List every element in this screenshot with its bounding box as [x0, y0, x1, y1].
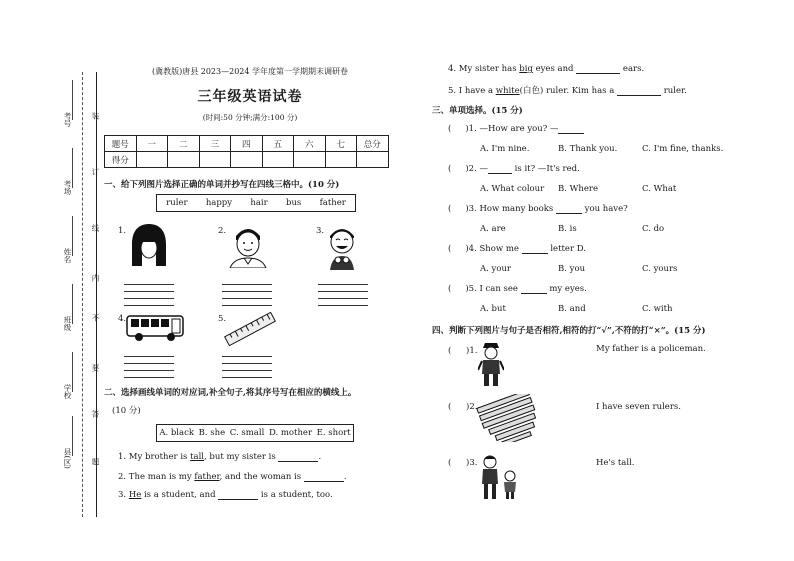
s3-question-4: ( )4. Show me letter D.	[448, 244, 586, 254]
answer-blank[interactable]	[218, 499, 258, 500]
cell: 得分	[105, 152, 137, 168]
score-input-cell[interactable]	[231, 152, 263, 168]
cut-word: 要	[91, 364, 100, 372]
option: B. she	[198, 428, 226, 438]
s2-question-1: 1. My brother is tall, but my sister is .	[118, 452, 322, 462]
answer-blank[interactable]	[556, 213, 582, 214]
cut-word: 线	[91, 224, 100, 232]
time-and-score: (时间:50 分钟;满分:100 分)	[202, 113, 298, 122]
writing-lines[interactable]	[124, 282, 174, 310]
s2-question-4: 4. My sister has big eyes and ears.	[448, 64, 645, 74]
item-number: 5.	[218, 314, 227, 324]
option-c: C. yours	[642, 264, 678, 274]
option-c: C. I'm fine, thanks.	[642, 144, 724, 154]
answer-blank[interactable]	[558, 133, 584, 134]
girl-hair-picture	[128, 222, 170, 268]
label-exam-number: 考号	[63, 112, 72, 127]
s3-question-1: ( )1. —How are you? —	[448, 124, 584, 134]
cut-word: 答	[91, 410, 100, 418]
section3-heading: 三、单项选择。(15 分)	[432, 106, 523, 116]
bus-picture	[126, 314, 184, 342]
happy-boy-picture	[324, 222, 360, 270]
exam-subtitle: (冀教版)唐县 2023—2024 学年度第一学期期末调研卷	[151, 67, 349, 76]
score-input-cell[interactable]	[199, 152, 231, 168]
option: A. black	[159, 428, 194, 438]
writing-lines[interactable]	[124, 354, 174, 382]
answer-blank[interactable]	[304, 481, 344, 482]
cell: 二	[168, 136, 200, 152]
s4-sentence-1: My father is a policeman.	[596, 344, 706, 354]
s4-paren-open[interactable]: (	[448, 402, 452, 412]
word-bank	[156, 194, 356, 212]
tall-short-people-picture	[478, 454, 520, 500]
label-exam-room: 考场	[63, 180, 72, 195]
binding-labels	[62, 72, 78, 517]
score-input-cell[interactable]	[262, 152, 294, 168]
cell: 题号	[105, 136, 137, 152]
label-school: 学校	[63, 384, 72, 399]
score-table	[104, 135, 389, 168]
binding-line	[96, 72, 97, 517]
s3-question-2: ( )2. — is it? —It's red.	[448, 164, 580, 174]
word: happy	[205, 198, 233, 208]
options-box	[156, 424, 354, 442]
cell: 七	[325, 136, 357, 152]
word: bus	[286, 198, 302, 208]
answer-blank[interactable]	[278, 461, 318, 462]
section1-heading: 一、给下列图片选择正确的单词并抄写在四线三格中。(10 分)	[104, 180, 340, 190]
item-number: 3.	[316, 226, 325, 236]
s3-question-5: ( )5. I can see my eyes.	[448, 284, 587, 294]
word: father	[319, 198, 346, 208]
cell: 总分	[357, 136, 389, 152]
s3-question-3: ( )3. How many books you have?	[448, 204, 628, 214]
rulers-picture	[476, 394, 542, 442]
score-input-cell[interactable]	[325, 152, 357, 168]
cell: 四	[231, 136, 263, 152]
s4-item-1: )1.	[466, 346, 478, 356]
option-c: C. with	[642, 304, 673, 314]
option: C. small	[229, 428, 265, 438]
writing-lines[interactable]	[318, 282, 368, 310]
word: hair	[250, 198, 268, 208]
score-input-cell[interactable]	[357, 152, 389, 168]
option-a: A. I'm nine.	[480, 144, 530, 154]
option-b: B. you	[558, 264, 586, 274]
section2-heading: 二、选择画线单词的对应词,补全句子,将其序号写在相应的横线上。	[104, 388, 357, 398]
exam-title: 三年级英语试卷	[197, 89, 303, 105]
item-number: 2.	[218, 226, 227, 236]
cell: 三	[199, 136, 231, 152]
item-number: 4.	[118, 314, 127, 324]
cell: 一	[136, 136, 168, 152]
score-input-cell[interactable]	[168, 152, 200, 168]
answer-blank[interactable]	[617, 95, 661, 96]
option-b: B. and	[558, 304, 586, 314]
answer-blank[interactable]	[576, 73, 620, 74]
option-b: B. Where	[558, 184, 598, 194]
s4-item-3: )3.	[466, 458, 478, 468]
cut-word: 内	[91, 274, 100, 282]
s4-item-2: )2.	[466, 402, 478, 412]
section2-score: (10 分)	[112, 406, 141, 416]
option-a: A. What colour	[480, 184, 545, 194]
writing-lines[interactable]	[222, 282, 272, 310]
s2-question-3: 3. He is a student, and is a student, too.	[118, 490, 333, 500]
answer-blank[interactable]	[522, 253, 548, 254]
cut-word: 不	[91, 314, 100, 322]
s4-sentence-3: He's tall.	[596, 458, 635, 468]
answer-blank[interactable]	[488, 173, 512, 174]
option-a: A. but	[480, 304, 506, 314]
item-number: 1.	[118, 226, 127, 236]
binding-dashed-line	[82, 72, 83, 517]
father-picture	[226, 222, 270, 268]
option-b: B. is	[558, 224, 577, 234]
ruler-picture	[222, 310, 278, 348]
cut-word: 订	[91, 168, 100, 176]
option-b: B. Thank you.	[558, 144, 618, 154]
word: ruler	[166, 198, 188, 208]
option-c: C. do	[642, 224, 665, 234]
cell: 五	[262, 136, 294, 152]
score-input-cell[interactable]	[294, 152, 326, 168]
label-name: 姓名	[63, 248, 72, 263]
s4-paren-open[interactable]: (	[448, 346, 452, 356]
answer-blank[interactable]	[521, 293, 547, 294]
s2-question-2: 2. The man is my father, and the woman is .	[118, 472, 347, 482]
policeman-picture	[478, 340, 504, 388]
writing-lines[interactable]	[222, 354, 272, 382]
cut-word: 装	[91, 112, 100, 120]
cell: 六	[294, 136, 326, 152]
s4-paren-open[interactable]: (	[448, 458, 452, 468]
section4-heading: 四、判断下列图片与句子是否相符,相符的打“√”,不符的打“×”。(15 分)	[432, 326, 706, 336]
label-class: 班级	[63, 316, 72, 331]
s2-question-5: 5. I have a white(白色) ruler. Kim has a ruler.	[448, 86, 687, 96]
option-c: C. What	[642, 184, 677, 194]
option: E. short	[316, 428, 351, 438]
option-a: A. your	[480, 264, 511, 274]
option: D. mother	[268, 428, 313, 438]
label-county: 县(区)	[63, 448, 72, 469]
cut-word: 题	[91, 458, 100, 466]
score-input-cell[interactable]	[136, 152, 168, 168]
s4-sentence-2: I have seven rulers.	[596, 402, 681, 412]
option-a: A. are	[480, 224, 506, 234]
